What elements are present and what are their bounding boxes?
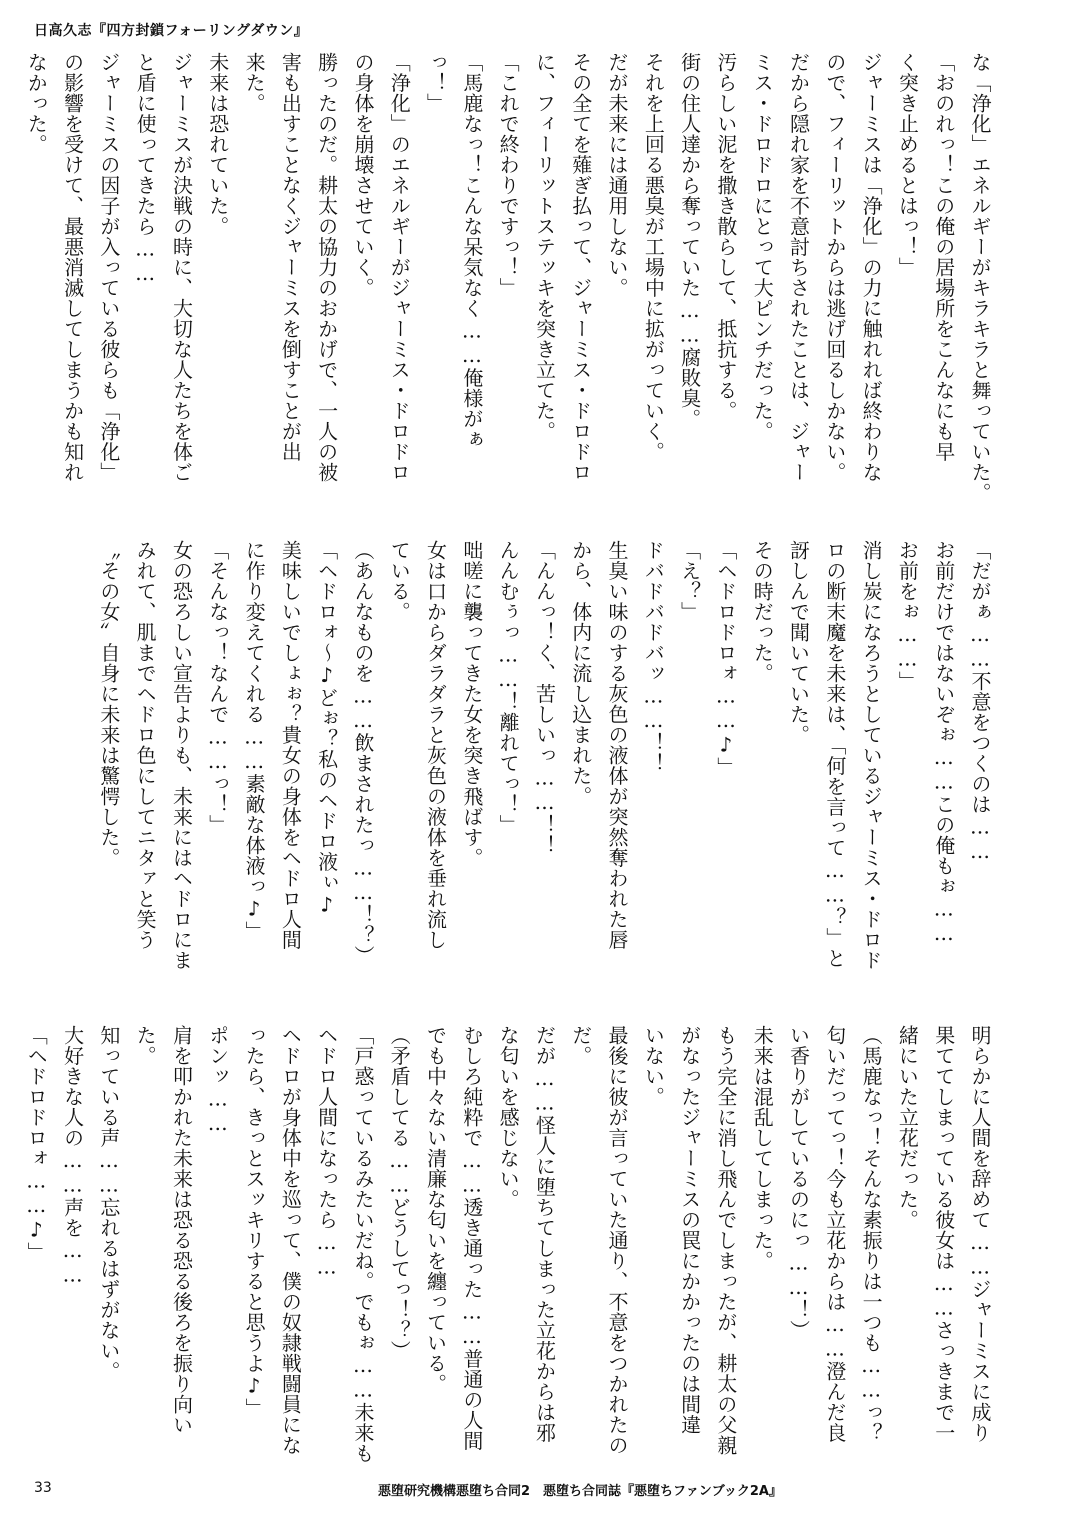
- text-line: （馬鹿なっ！そんな素振りは一つも……っ？: [859, 1025, 884, 1443]
- text-line: 大好きな人の……声を……: [60, 1025, 85, 1287]
- text-line: だが……怪人に堕ちてしまった立花からは邪: [532, 1025, 557, 1443]
- text-line: ドバドバドバッ……！！: [641, 540, 666, 774]
- text-line: 「ヘドロォ～♪どぉ？私のヘドロ液ぃ♪: [314, 540, 339, 917]
- text-line: 女は口からダラダラと灰色の液体を垂れ流し: [423, 540, 448, 950]
- text-line: の身体を崩壊させていく。: [350, 52, 375, 298]
- text-line: 未来は恐れていた。: [205, 52, 230, 237]
- text-line: 街の住人達から奪っていた……腐敗臭。: [677, 52, 702, 429]
- text-line: ジャーミスは「浄化」の力に触れれば終わりな: [859, 52, 884, 483]
- text-line: 女の恐ろしい宣告よりも、未来にはヘドロにま: [169, 540, 194, 971]
- text-line: みれて、肌までヘドロ色にしてニタァと笑う: [133, 540, 158, 950]
- text-line: っ！」: [423, 52, 448, 114]
- text-line: 「馬鹿なっ！こんな呆気なく……俺様がぁ: [459, 52, 484, 450]
- text-line: でも中々ない清廉な匂いを纏っている。: [423, 1025, 448, 1394]
- text-line: と盾に使ってきたら……: [133, 52, 158, 286]
- text-line: ている。: [387, 540, 412, 622]
- running-head-title: 日高久志『四方封鎖フォーリングダウン』: [34, 23, 309, 39]
- text-line: 「これで終わりですっ！」: [496, 52, 521, 298]
- text-line: に、フィーリットステッキを突き立てた。: [532, 52, 557, 442]
- text-line: ミス・ドロドロにとって大ピンチだった。: [750, 52, 775, 442]
- text-line: ヘドロ人間になったら……: [314, 1025, 339, 1279]
- text-line: その時だった。: [750, 540, 775, 684]
- running-foot-publication: 悪堕研究機構悪堕ち合同2 悪堕ち合同誌『悪堕ちファンブック2A』: [378, 1484, 782, 1499]
- text-line: 汚らしい泥を撒き散らして、抵抗する。: [713, 52, 738, 421]
- text-line: 緒にいた立花だった。: [895, 1025, 920, 1230]
- text-line: 「んんっ！く、苦しいっ……！！: [532, 540, 557, 856]
- text-line: だ。: [568, 1025, 593, 1066]
- text-line: ヘドロが身体中を巡って、僕の奴隷戦闘員にな: [278, 1025, 303, 1456]
- text-line: 果ててしまっている彼女は……さっきまで一: [931, 1025, 956, 1443]
- text-line: ジャーミスの因子が入っている彼らも「浄化」: [96, 52, 121, 483]
- text-line: んんむぅっ……！離れてっ！」: [496, 540, 521, 835]
- text-line: く突き止めるとはっ！」: [895, 52, 920, 278]
- text-block-middle: [96, 540, 998, 1000]
- text-line: に作り変えてくれる……素敵な体液っ♪」: [242, 540, 267, 942]
- text-line: 「ヘドロドロォ……♪」: [24, 1025, 49, 1263]
- text-block-bottom: [24, 1025, 998, 1465]
- text-line: むしろ純粋で……透き通った……普通の人間: [459, 1025, 484, 1451]
- text-line: ロの断末魔を未来は、「何を言って……？」と: [822, 540, 847, 969]
- text-line: （矛盾してる……どうしてっ！？）: [387, 1025, 412, 1361]
- text-line: 最後に彼が言っていた通り、不意をつかれたの: [605, 1025, 630, 1456]
- page-number: 33: [34, 1480, 52, 1496]
- text-line: 「ヘドロドロォ……♪」: [713, 540, 738, 778]
- text-line: 「え？」: [677, 540, 702, 622]
- text-line: 咄嗟に襲ってきた女を突き飛ばす。: [459, 540, 484, 868]
- text-line: 〝その女〟自身に未来は驚愕した。: [96, 540, 121, 868]
- text-line: 「だがぁ……不意をつくのは……: [968, 540, 992, 864]
- text-line: 来た。: [242, 52, 267, 114]
- text-line: な匂いを感じない。: [496, 1025, 521, 1210]
- text-line: だから隠れ家を不意討ちされたことは、ジャー: [786, 52, 811, 483]
- text-line: ポンッ……: [205, 1025, 230, 1136]
- text-line: 美味しいでしょぉ？貴女の身体をヘドロ人間: [278, 540, 303, 950]
- text-line: 訝しんで聞いていた。: [786, 540, 811, 745]
- text-line: 「戸惑っているみたいだね。でもぉ……未来も: [350, 1025, 375, 1464]
- text-line: お前だけではないぞぉ……この俺もぉ……: [931, 540, 956, 946]
- text-line: その全てを薙ぎ払って、ジャーミス・ドロドロ: [568, 52, 593, 483]
- text-line: 未来は混乱してしまった。: [750, 1025, 775, 1271]
- text-line: 明らかに人間を辞めて……ジャーミスに成り: [968, 1025, 992, 1443]
- text-block-top: [24, 52, 998, 503]
- text-line: だが未来には通用しない。: [605, 52, 630, 298]
- text-line: た。: [133, 1025, 158, 1066]
- text-line: いない。: [641, 1025, 666, 1107]
- text-line: お前をぉ……」: [895, 540, 920, 692]
- text-line: 「おのれっ！この俺の居場所をこんなにも早: [931, 52, 956, 462]
- text-line: ったら、きっとスッキリすると思うよ♪」: [242, 1025, 267, 1419]
- text-line: 「浄化」のエネルギーがジャーミス・ドロドロ: [387, 52, 412, 483]
- text-line: （あんなものを……飲まされたっ……！？）: [350, 540, 375, 966]
- text-line: 害も出すことなくジャーミスを倒すことが出: [278, 52, 303, 462]
- text-line: 肩を叩かれた未来は恐る恐る後ろを振り向い: [169, 1025, 194, 1435]
- text-line: なかった。: [24, 52, 49, 155]
- text-line: な「浄化」エネルギーがキラキラと舞っていた。: [968, 52, 992, 503]
- text-line: 匂いだってっ！今も立花からは……澄んだ良: [822, 1025, 847, 1443]
- text-line: それを上回る悪臭が工場中に拡がっていく。: [641, 52, 666, 462]
- text-line: の影響を受けて、最悪消滅してしまうかも知れ: [60, 52, 85, 483]
- text-line: 知っている声……忘れるはずがない。: [96, 1025, 121, 1382]
- text-line: い香りがしているのにっ……！）: [786, 1025, 811, 1341]
- text-line: ジャーミスが決戦の時に、大切な人たちを体ご: [169, 52, 194, 483]
- text-line: ので、フィーリットからは逃げ回るしかない。: [822, 52, 847, 483]
- text-line: 生臭い味のする灰色の液体が突然奪われた唇: [605, 540, 630, 950]
- text-line: から、体内に流し込まれた。: [568, 540, 593, 807]
- text-line: もう完全に消し飛んでしまったが、耕太の父親: [713, 1025, 738, 1456]
- text-line: 勝ったのだ。耕太の協力のおかげで、一人の被: [314, 52, 339, 483]
- text-line: 消し炭になろうとしているジャーミス・ドロド: [859, 540, 884, 971]
- text-line: 「そんなっ！なんで……っ！」: [205, 540, 230, 835]
- text-line: がなったジャーミスの罠にかかったのは間違: [677, 1025, 702, 1435]
